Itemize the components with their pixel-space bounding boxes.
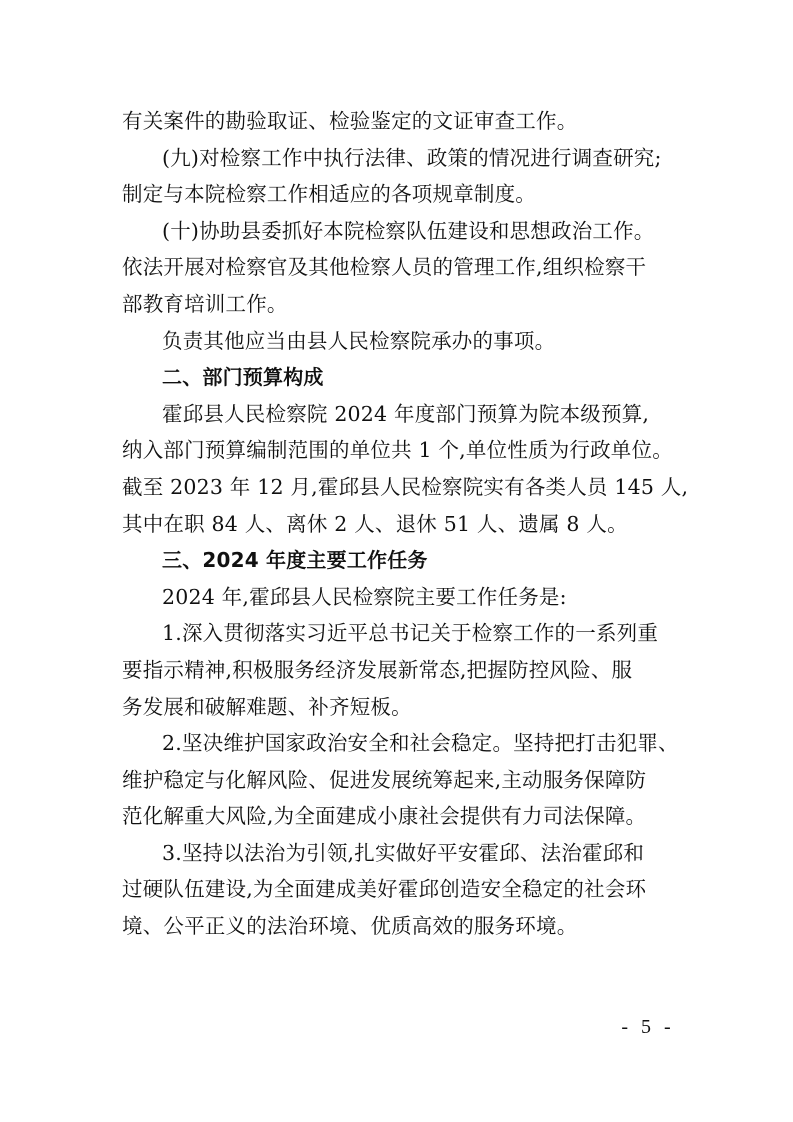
text-line: 范化解重大风险,为全面建成小康社会提供有力司法保障。: [122, 804, 647, 829]
text-line: 制定与本院检察工作相适应的各项规章制度。: [122, 182, 536, 207]
section-heading: 二、部门预算构成: [162, 365, 324, 390]
text-line: 霍邱县人民检察院 2024 年度部门预算为院本级预算,: [162, 401, 650, 426]
text-line: 2.坚决维护国家政治安全和社会稳定。坚持把打击犯罪、: [162, 731, 679, 756]
text-line: 2024 年,霍邱县人民检察院主要工作任务是:: [162, 584, 567, 609]
section-heading: 三、2024 年度主要工作任务: [162, 548, 428, 573]
text-line: 要指示精神,积极服务经济发展新常态,把握防控风险、服: [122, 657, 633, 682]
text-line: 1.深入贯彻落实习近平总书记关于检察工作的一系列重: [162, 621, 659, 646]
text-line: 3.坚持以法治为引领,扎实做好平安霍邱、法治霍邱和: [162, 840, 645, 865]
page-number: - 5 -: [621, 1016, 675, 1038]
text-line: 截至 2023 年 12 月,霍邱县人民检察院实有各类人员 145 人,: [122, 474, 689, 499]
text-line: (九)对检察工作中执行法律、政策的情况进行调查研究;: [162, 145, 662, 170]
text-line: 其中在职 84 人、离休 2 人、退休 51 人、遗属 8 人。: [122, 511, 628, 536]
text-line: 境、公平正义的法治环境、优质高效的服务环境。: [122, 914, 578, 939]
text-line: 部教育培训工作。: [122, 291, 288, 316]
document-body: [122, 103, 689, 945]
text-line: 维护稳定与化解风险、促进发展统筹起来,主动服务保障防: [122, 767, 647, 792]
text-line: 有关案件的勘验取证、检验鉴定的文证审查工作。: [122, 109, 578, 133]
text-line: 过硬队伍建设,为全面建成美好霍邱创造安全稳定的社会环: [122, 877, 647, 902]
text-line: 依法开展对检察官及其他检察人员的管理工作,组织检察干: [122, 255, 647, 280]
text-line: 负责其他应当由县人民检察院承办的事项。: [162, 328, 556, 353]
text-line: 务发展和破解难题、补齐短板。: [122, 694, 412, 719]
text-line: (十)协助县委抓好本院检察队伍建设和思想政治工作。: [162, 218, 655, 243]
text-line: 纳入部门预算编制范围的单位共 1 个,单位性质为行政单位。: [122, 438, 673, 463]
